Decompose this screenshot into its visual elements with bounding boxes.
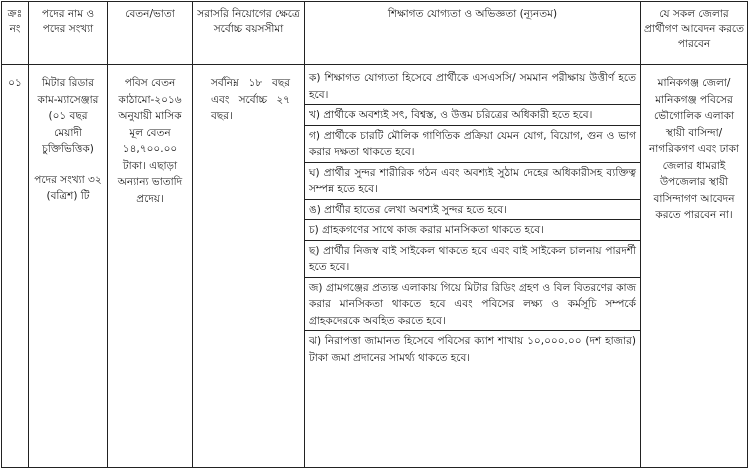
header-districts: যে সকল জেলার প্রার্থীগণ আবেদন করতে পারবেন xyxy=(641,2,748,65)
header-serial: ক্রঃ নং xyxy=(2,2,29,65)
header-post: পদের নাম ও পদের সংখ্যা xyxy=(29,2,108,65)
requirements-list xyxy=(305,65,640,367)
table-header-row xyxy=(2,2,748,65)
salary-cell xyxy=(108,65,193,468)
districts-text: মানিকগঞ্জ জেলা/মানিকগঞ্জ পবিসের ভৌগোলিক এলাকা স্থায়ী বাসিন্দা/নাগরিকগণ এবং ঢাকা জেলার ধামরাই উপজেলার স্থায়ী বাসিন্দাগণ আবেদন করতে পারবেন না। xyxy=(649,77,739,221)
post-cell xyxy=(29,65,108,468)
requirement-item: জ) গ্রামগঞ্জের প্রত্যন্ত এলাকায় গিয়ে মিটার রিডিং গ্রহণ ও বিল বিতরণের কাজ করার মানসিকতা থাকতে হবে এবং পবিসের লক্ষ্য ও কর্মসূচি সম্পর্কে গ্রাহকদেরকে অবহিত করতে হবে। xyxy=(305,278,640,332)
districts-cell xyxy=(641,65,748,468)
requirement-item: চ) গ্রাহকগণের সাথে কাজ করার মানসিকতা থাকতে হবে। xyxy=(305,220,640,241)
requirement-item: ঙ) প্রার্থীর হাতের লেখা অবশ্যই সুন্দর হতে হবে। xyxy=(305,200,640,221)
header-age-limit: সরাসরি নিয়োগের ক্ষেত্রে সর্বোচ্চ বয়সসীমা xyxy=(193,2,305,65)
serial-cell xyxy=(2,65,29,468)
age-limit-text: সর্বনিম্ন ১৮ বছর এবং সর্বোচ্চ ২৭ বছর। xyxy=(211,77,290,122)
post-count: পদের সংখ্যা ৩২ (বত্রিশ) টি xyxy=(34,173,102,202)
header-salary: বেতন/ভাতা xyxy=(108,2,193,65)
requirement-item: ঝ) নিরাপত্তা জামানত হিসেবে পবিসের ক্যাশ শাখায় ১০,০০০.০০ (দশ হাজার) টাকা জমা প্রদানের সামর্থ্য থাকতে হবে। xyxy=(309,335,636,364)
requirement-item: গ) প্রার্থীকে চারটি মৌলিক গাণিতিক প্রক্রিয়া যেমন যোগ, বিয়োগ, গুন ও ভাগ করার দক্ষতা থাকতে হবে। xyxy=(305,126,640,163)
requirement-item: ক) শিক্ষাগত যোগ্যতা হিসেবে প্রার্থীকে এসএসসি/ সমমান পরীক্ষায় উত্তীর্ণ হতে হবে। xyxy=(305,65,640,105)
header-qualification: শিক্ষাগত যোগ্যতা ও অভিজ্ঞতা (ন্যূনতম) xyxy=(305,2,641,65)
requirement-item: ছ) প্রার্থীর নিজস্ব বাই সাইকেল থাকতে হবে এবং বাই সাইকেল চালনায় পারদর্শী হতে হবে। xyxy=(305,241,640,278)
table-row xyxy=(2,65,748,468)
requirement-item: ঘ) প্রার্থীর সুন্দর শারীরিক গঠন এবং অবশ্যই সুঠাম দেহের অধিকারীসহ ব্যক্তিত্ব সম্পন্ন হতে হবে। xyxy=(305,163,640,200)
age-limit-cell xyxy=(193,65,305,468)
serial-number: ০১ xyxy=(8,77,22,89)
salary-text: পবিস বেতন কাঠামো-২০১৬ অনুযায়ী মাসিক মূল বেতন ১৪,৭০০.০০ টাকা। এছাড়া অন্যান্য ভাতাদি প্রদেয়। xyxy=(117,77,183,205)
requirement-item: খ) প্রার্থীকে অবশ্যই সৎ, বিশ্বস্ত, ও উত্তম চরিত্রের অধিকারী হতে হবে। xyxy=(305,105,640,126)
qualification-cell xyxy=(305,65,641,468)
post-name: মিটার রিডার কাম-ম্যাসেঞ্জার (০১ বছর মেয়াদী চুক্তিভিত্তিক) xyxy=(37,77,99,155)
job-requirements-table xyxy=(1,1,748,468)
